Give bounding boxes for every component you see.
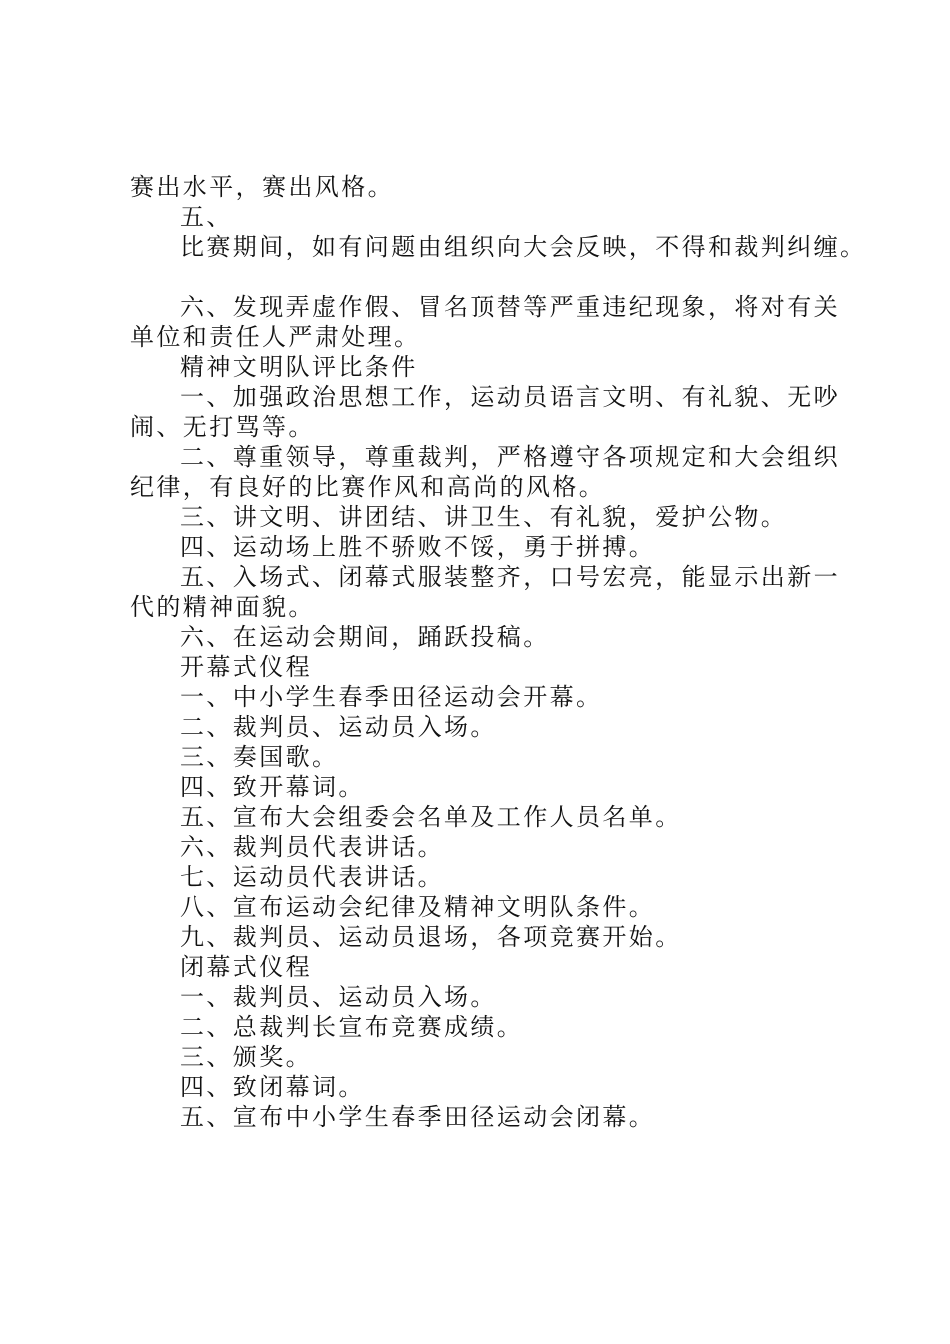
list-item: 八、宣布运动会纪律及精神文明队条件。: [180, 893, 656, 921]
document-body: [130, 172, 867, 1132]
text-line: 一、加强政治思想工作，运动员语言文明、有礼貌、无吵: [180, 383, 840, 411]
text-line: 五、入场式、闭幕式服装整齐，口号宏亮，能显示出新一: [180, 563, 840, 591]
list-item: 二、总裁判长宣布竞赛成绩。: [180, 1013, 524, 1041]
text-line: 三、讲文明、讲团结、讲卫生、有礼貌，爱护公物。: [180, 503, 788, 531]
list-item: 九、裁判员、运动员退场，各项竞赛开始。: [180, 923, 682, 951]
list-item: 四、致开幕词。: [180, 773, 365, 801]
text-line: 赛出水平，赛出风格。: [130, 173, 394, 201]
list-item: 五、宣布大会组委会名单及工作人员名单。: [180, 803, 682, 831]
text-line: 代的精神面貌。: [130, 593, 315, 621]
list-item: 六、裁判员代表讲话。: [180, 833, 444, 861]
text-line: 四、运动场上胜不骄败不馁，勇于拼搏。: [180, 533, 656, 561]
text-line: 六、在运动会期间，踊跃投稿。: [180, 623, 550, 651]
text-line: 纪律，有良好的比赛作风和高尚的风格。: [130, 473, 606, 501]
list-item: 三、颁奖。: [180, 1043, 312, 1071]
section-heading: 开幕式仪程: [180, 653, 312, 681]
text-line: 六、发现弄虚作假、冒名顶替等严重违纪现象，将对有关: [180, 293, 840, 321]
section-heading: 闭幕式仪程: [180, 953, 312, 981]
text-line: 二、尊重领导，尊重裁判，严格遵守各项规定和大会组织: [180, 443, 840, 471]
text-line: 五、: [180, 203, 233, 231]
list-item: 七、运动员代表讲话。: [180, 863, 444, 891]
list-item: 五、宣布中小学生春季田径运动会闭幕。: [180, 1103, 656, 1131]
section-heading: 精神文明队评比条件: [180, 353, 418, 381]
text-line: 单位和责任人严肃处理。: [130, 323, 421, 351]
list-item: 一、中小学生春季田径运动会开幕。: [180, 683, 603, 711]
text-line: 比赛期间，如有问题由组织向大会反映，不得和裁判纠缠。: [180, 233, 867, 261]
list-item: 四、致闭幕词。: [180, 1073, 365, 1101]
blank-line: [130, 262, 850, 292]
list-item: 二、裁判员、运动员入场。: [180, 713, 497, 741]
text-line: 闹、无打骂等。: [130, 413, 315, 441]
list-item: 三、奏国歌。: [180, 743, 339, 771]
list-item: 一、裁判员、运动员入场。: [180, 983, 497, 1011]
